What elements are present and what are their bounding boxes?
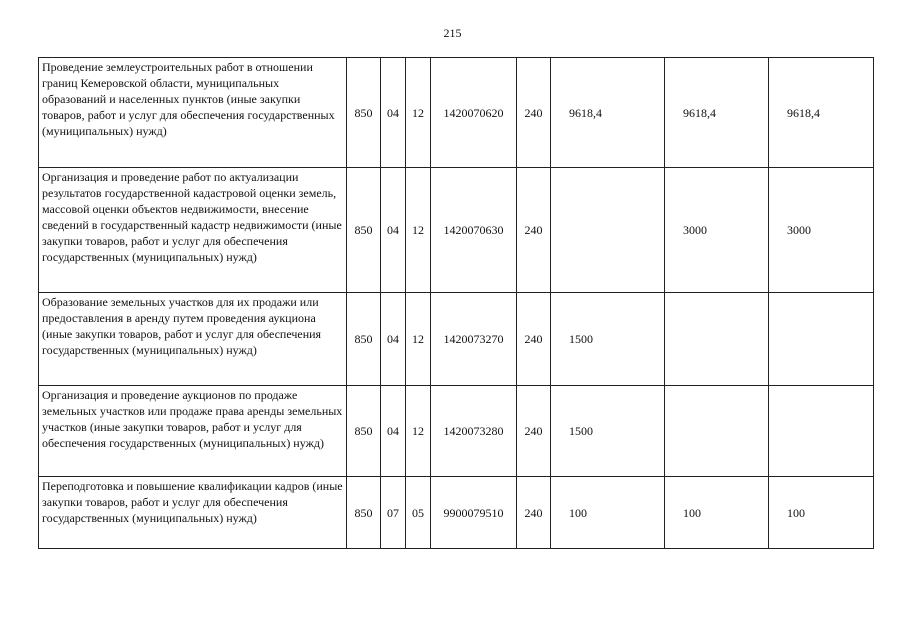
amount-year-2: 100 [665, 477, 769, 549]
table-row [39, 293, 874, 386]
amount-year-3: 3000 [769, 168, 874, 293]
target-article-code: 1420073270 [431, 293, 517, 386]
row-description: Организация и проведение работ по актуализации результатов государственной кадастровой оценки земель, массовой оценки объектов недвижимости, внесение сведений в государственный кадастр недвижимости (иные закупки товаров, работ и услуг для обеспечения государственных (муниципальных) нужд) [39, 168, 347, 293]
expense-type-code: 240 [517, 58, 551, 168]
amount-year-1: 100 [551, 477, 665, 549]
amount-year-1 [551, 168, 665, 293]
amount-year-3: 9618,4 [769, 58, 874, 168]
row-description: Проведение землеустроительных работ в отношении границ Кемеровской области, муниципальных образований и населенных пунктов (иные закупки товаров, работ и услуг для обеспечения государственных (муниципальных) нужд) [39, 58, 347, 168]
amount-year-2: 3000 [665, 168, 769, 293]
section-code: 04 [381, 168, 406, 293]
amount-year-3: 100 [769, 477, 874, 549]
section-code: 07 [381, 477, 406, 549]
table-row [39, 386, 874, 477]
expense-type-code: 240 [517, 168, 551, 293]
section-code: 04 [381, 293, 406, 386]
table-row [39, 168, 874, 293]
target-article-code: 1420073280 [431, 386, 517, 477]
ministry-code: 850 [347, 477, 381, 549]
ministry-code: 850 [347, 168, 381, 293]
subsection-code: 12 [406, 293, 431, 386]
amount-year-3 [769, 293, 874, 386]
row-description: Организация и проведение аукционов по продаже земельных участков или продаже права аренды земельных участков (иные закупки товаров, работ и услуг для обеспечения государственных (муниципальных) нужд) [39, 386, 347, 477]
subsection-code: 12 [406, 386, 431, 477]
table-row [39, 58, 874, 168]
subsection-code: 05 [406, 477, 431, 549]
expense-type-code: 240 [517, 386, 551, 477]
table-row [39, 477, 874, 549]
amount-year-2 [665, 386, 769, 477]
budget-table [38, 57, 874, 549]
section-code: 04 [381, 58, 406, 168]
ministry-code: 850 [347, 58, 381, 168]
amount-year-3 [769, 386, 874, 477]
target-article-code: 1420070630 [431, 168, 517, 293]
subsection-code: 12 [406, 58, 431, 168]
page-number: 215 [443, 26, 462, 40]
amount-year-2: 9618,4 [665, 58, 769, 168]
row-description: Переподготовка и повышение квалификации кадров (иные закупки товаров, работ и услуг для обеспечения государственных (муниципальных) нужд) [39, 477, 347, 549]
amount-year-1: 1500 [551, 293, 665, 386]
amount-year-1: 9618,4 [551, 58, 665, 168]
amount-year-1: 1500 [551, 386, 665, 477]
expense-type-code: 240 [517, 293, 551, 386]
ministry-code: 850 [347, 386, 381, 477]
section-code: 04 [381, 386, 406, 477]
subsection-code: 12 [406, 168, 431, 293]
amount-year-2 [665, 293, 769, 386]
target-article-code: 1420070620 [431, 58, 517, 168]
target-article-code: 9900079510 [431, 477, 517, 549]
row-description: Образование земельных участков для их продажи или предоставления в аренду путем проведения аукциона (иные закупки товаров, работ и услуг для обеспечения государственных (муниципальных) нужд) [39, 293, 347, 386]
ministry-code: 850 [347, 293, 381, 386]
expense-type-code: 240 [517, 477, 551, 549]
